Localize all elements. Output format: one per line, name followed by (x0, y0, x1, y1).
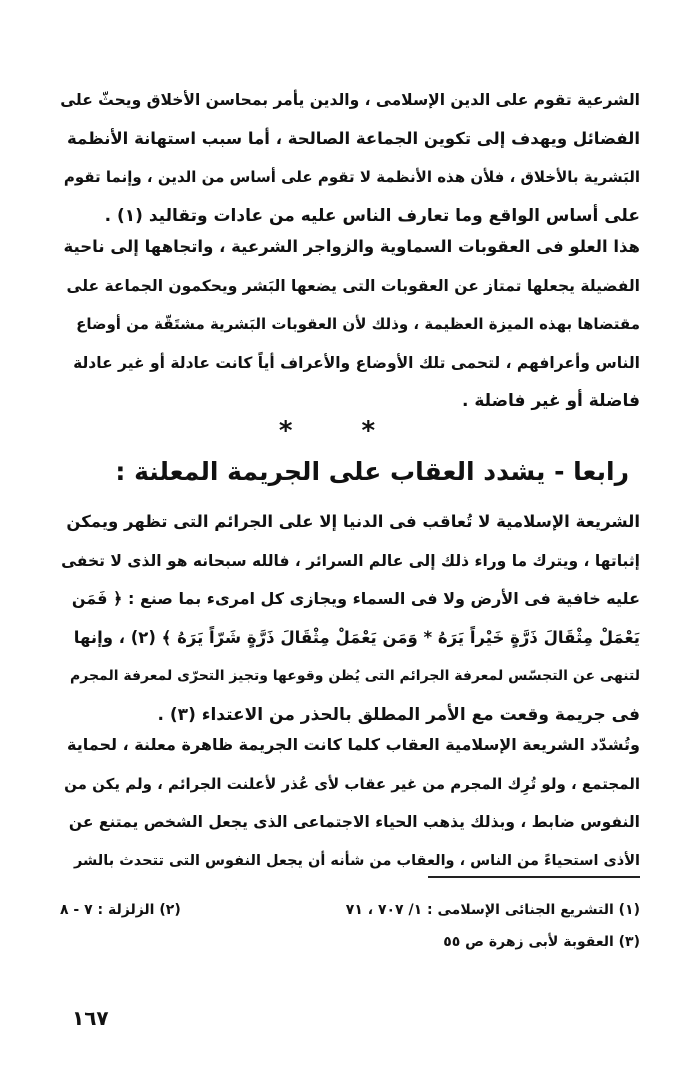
text-line: وتُشدّد الشريعة الإسلامية العقاب كلما كانت الجريمة ظاهرة معلنة ، لحماية (67, 735, 640, 754)
text-line: المجتمع ، ولو تُرِك المجرم من غير عقاب لأى عُذر لأعلنت الجرائم ، ولم يكن من (64, 774, 640, 793)
page-number: ١٦٧ (72, 1006, 109, 1030)
footnote-row (60, 926, 640, 958)
quran-verse-line: يَعْمَلْ مِثْقَالَ ذَرَّةٍ خَيْراً يَرَهُ * وَمَن يَعْمَلْ مِثْقَالَ ذَرَّةٍ شَرّاً يَرَهُ ﴾ (٢) ، وإنها (73, 627, 640, 647)
text-line: مقتضاها بهذه الميزة العظيمة ، وذلك لأن العقوبات البَشرية مشتَقّة من أوضاع (76, 315, 640, 333)
text-line: الناس وأعرافهم ، لتحمى تلك الأوضاع والأعراف أياً كانت عادلة أو غير عادلة (73, 353, 640, 372)
text-line: هذا العلو فى العقوبات السماوية والزواجر الشرعية ، واتجاهها إلى ناحية (63, 237, 640, 256)
footnote-3: (٣) العقوبة لأبى زهرة ص ٥٥ (443, 934, 640, 950)
text-line: فاضلة أو غير فاضلة . (461, 391, 640, 411)
text-line: البَشرية بالأخلاق ، فلأن هذه الأنظمة لا تقوم على أساس من الدين ، وإنما تقوم (63, 168, 640, 186)
text-line: الفضائل ويهدف إلى تكوين الجماعة الصالحة ، أما سبب استهانة الأنظمة (67, 128, 640, 148)
section-heading: رابعا - يشدد العقاب على الجريمة المعلنة : (115, 457, 629, 486)
text-line: الفضيلة يجعلها تمتاز عن العقوبات التى يضعها البَشر ويحكمون الجماعة على (66, 276, 640, 295)
section-separator: * * (278, 416, 406, 446)
paragraph-1 (60, 81, 640, 235)
footnotes (60, 894, 640, 958)
text-line: عليه خافية فى الأرض ولا فى السماء ويجازى كل امرىء بما صنع : ﴿ فَمَن (71, 589, 640, 608)
text-line: إثباتها ، ويترك ما وراء ذلك إلى عالم السرائر ، فالله سبحانه هو الذى لا تخفى (61, 551, 640, 570)
text-line: لتنهى عن التجسّس لمعرفة الجرائم التى يُظن وقوعها وتجيز التحرّى لمعرفة المجرم (70, 668, 640, 684)
text-line: على أساس الواقع وما تعارف الناس عليه من عادات وتقاليد (١) . (104, 205, 640, 226)
text-line: النفوس ضابط ، وبذلك يذهب الحياء الاجتماعى الذى يجعل الشخص يمتنع عن (68, 813, 640, 831)
paragraph-4 (60, 726, 640, 880)
paragraph-3 (60, 503, 640, 734)
text-line: الشرعية تقوم على الدين الإسلامى ، والدين يأمر بمحاسن الأخلاق ويحثّ على (60, 91, 640, 109)
text-line: الأذى استحياءً من الناس ، والعقاب من شأنه أن يجعل النفوس التى تتحدث بالشر (74, 852, 640, 869)
text-line: فى جريمة وقعت مع الأمر المطلق بالحذر من الاعتداء (٣) . (157, 704, 640, 725)
text-line: الشريعة الإسلامية لا تُعاقب فى الدنيا إلا على الجرائم التى تظهر ويمكن (66, 512, 640, 531)
footnote-divider (428, 876, 640, 878)
paragraph-2 (60, 228, 640, 421)
footnote-row (60, 894, 640, 926)
footnote-2: (٢) الزلزلة : ٧ - ٨ (60, 902, 181, 918)
footnote-1: (١) التشريع الجنائى الإسلامى : ١/ ٧٠٧ ، ٧١ (345, 902, 640, 918)
